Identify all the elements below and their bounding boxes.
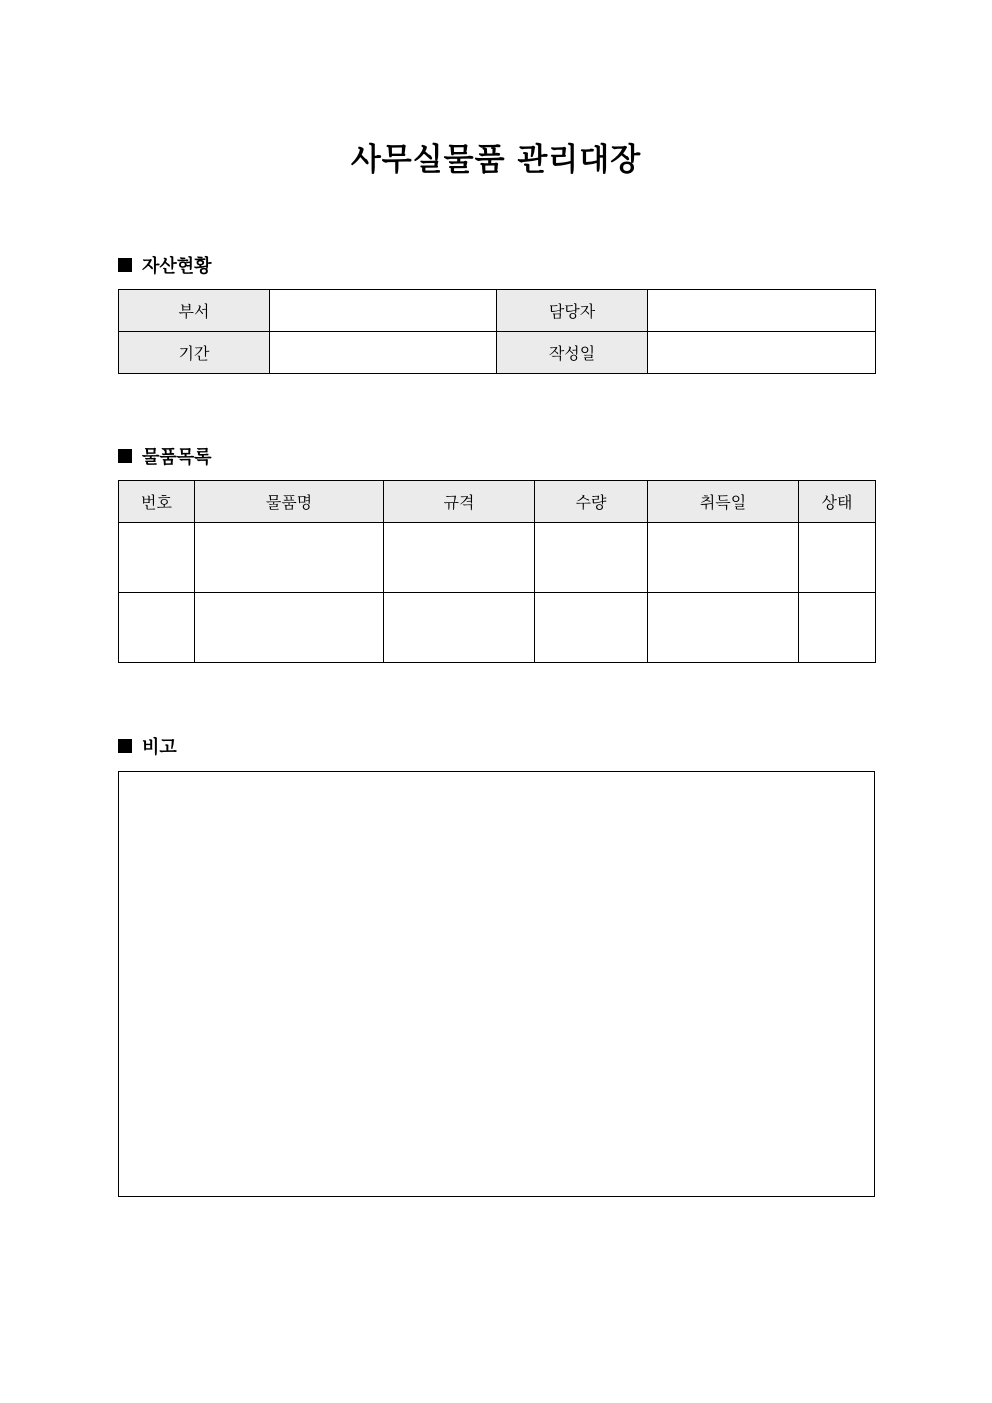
cell-spec[interactable] (384, 593, 535, 663)
created-date-label: 작성일 (497, 332, 648, 374)
period-label: 기간 (119, 332, 270, 374)
manager-field[interactable] (648, 290, 876, 332)
cell-quantity[interactable] (535, 593, 648, 663)
column-header-spec: 규격 (384, 481, 535, 523)
items-section-title: 물품목록 (142, 447, 212, 468)
cell-item-name[interactable] (195, 523, 384, 593)
column-header-acquired-date: 취득일 (648, 481, 799, 523)
cell-status[interactable] (799, 593, 876, 663)
cell-status[interactable] (799, 523, 876, 593)
items-section-heading (118, 443, 212, 469)
asset-section-heading (118, 252, 212, 278)
asset-row-2 (119, 332, 876, 374)
black-square-icon (118, 739, 132, 753)
table-header-row (119, 481, 876, 523)
black-square-icon (118, 449, 132, 463)
cell-acquired-date[interactable] (648, 523, 799, 593)
cell-number[interactable] (119, 523, 195, 593)
cell-spec[interactable] (384, 523, 535, 593)
document-title: 사무실물품 관리대장 (350, 142, 642, 178)
created-date-field[interactable] (648, 332, 876, 374)
remarks-section-heading (118, 733, 177, 759)
asset-info-table (118, 289, 876, 374)
column-header-item-name: 물품명 (195, 481, 384, 523)
remarks-section-title: 비고 (142, 737, 177, 758)
items-table (118, 480, 876, 663)
table-row (119, 593, 876, 663)
department-label: 부서 (119, 290, 270, 332)
remarks-box[interactable] (118, 771, 875, 1197)
department-field[interactable] (270, 290, 497, 332)
asset-row-1 (119, 290, 876, 332)
column-header-quantity: 수량 (535, 481, 648, 523)
column-header-status: 상태 (799, 481, 876, 523)
asset-section-title: 자산현황 (142, 256, 212, 277)
cell-acquired-date[interactable] (648, 593, 799, 663)
period-field[interactable] (270, 332, 497, 374)
cell-item-name[interactable] (195, 593, 384, 663)
cell-number[interactable] (119, 593, 195, 663)
black-square-icon (118, 258, 132, 272)
cell-quantity[interactable] (535, 523, 648, 593)
table-row (119, 523, 876, 593)
column-header-number: 번호 (119, 481, 195, 523)
manager-label: 담당자 (497, 290, 648, 332)
